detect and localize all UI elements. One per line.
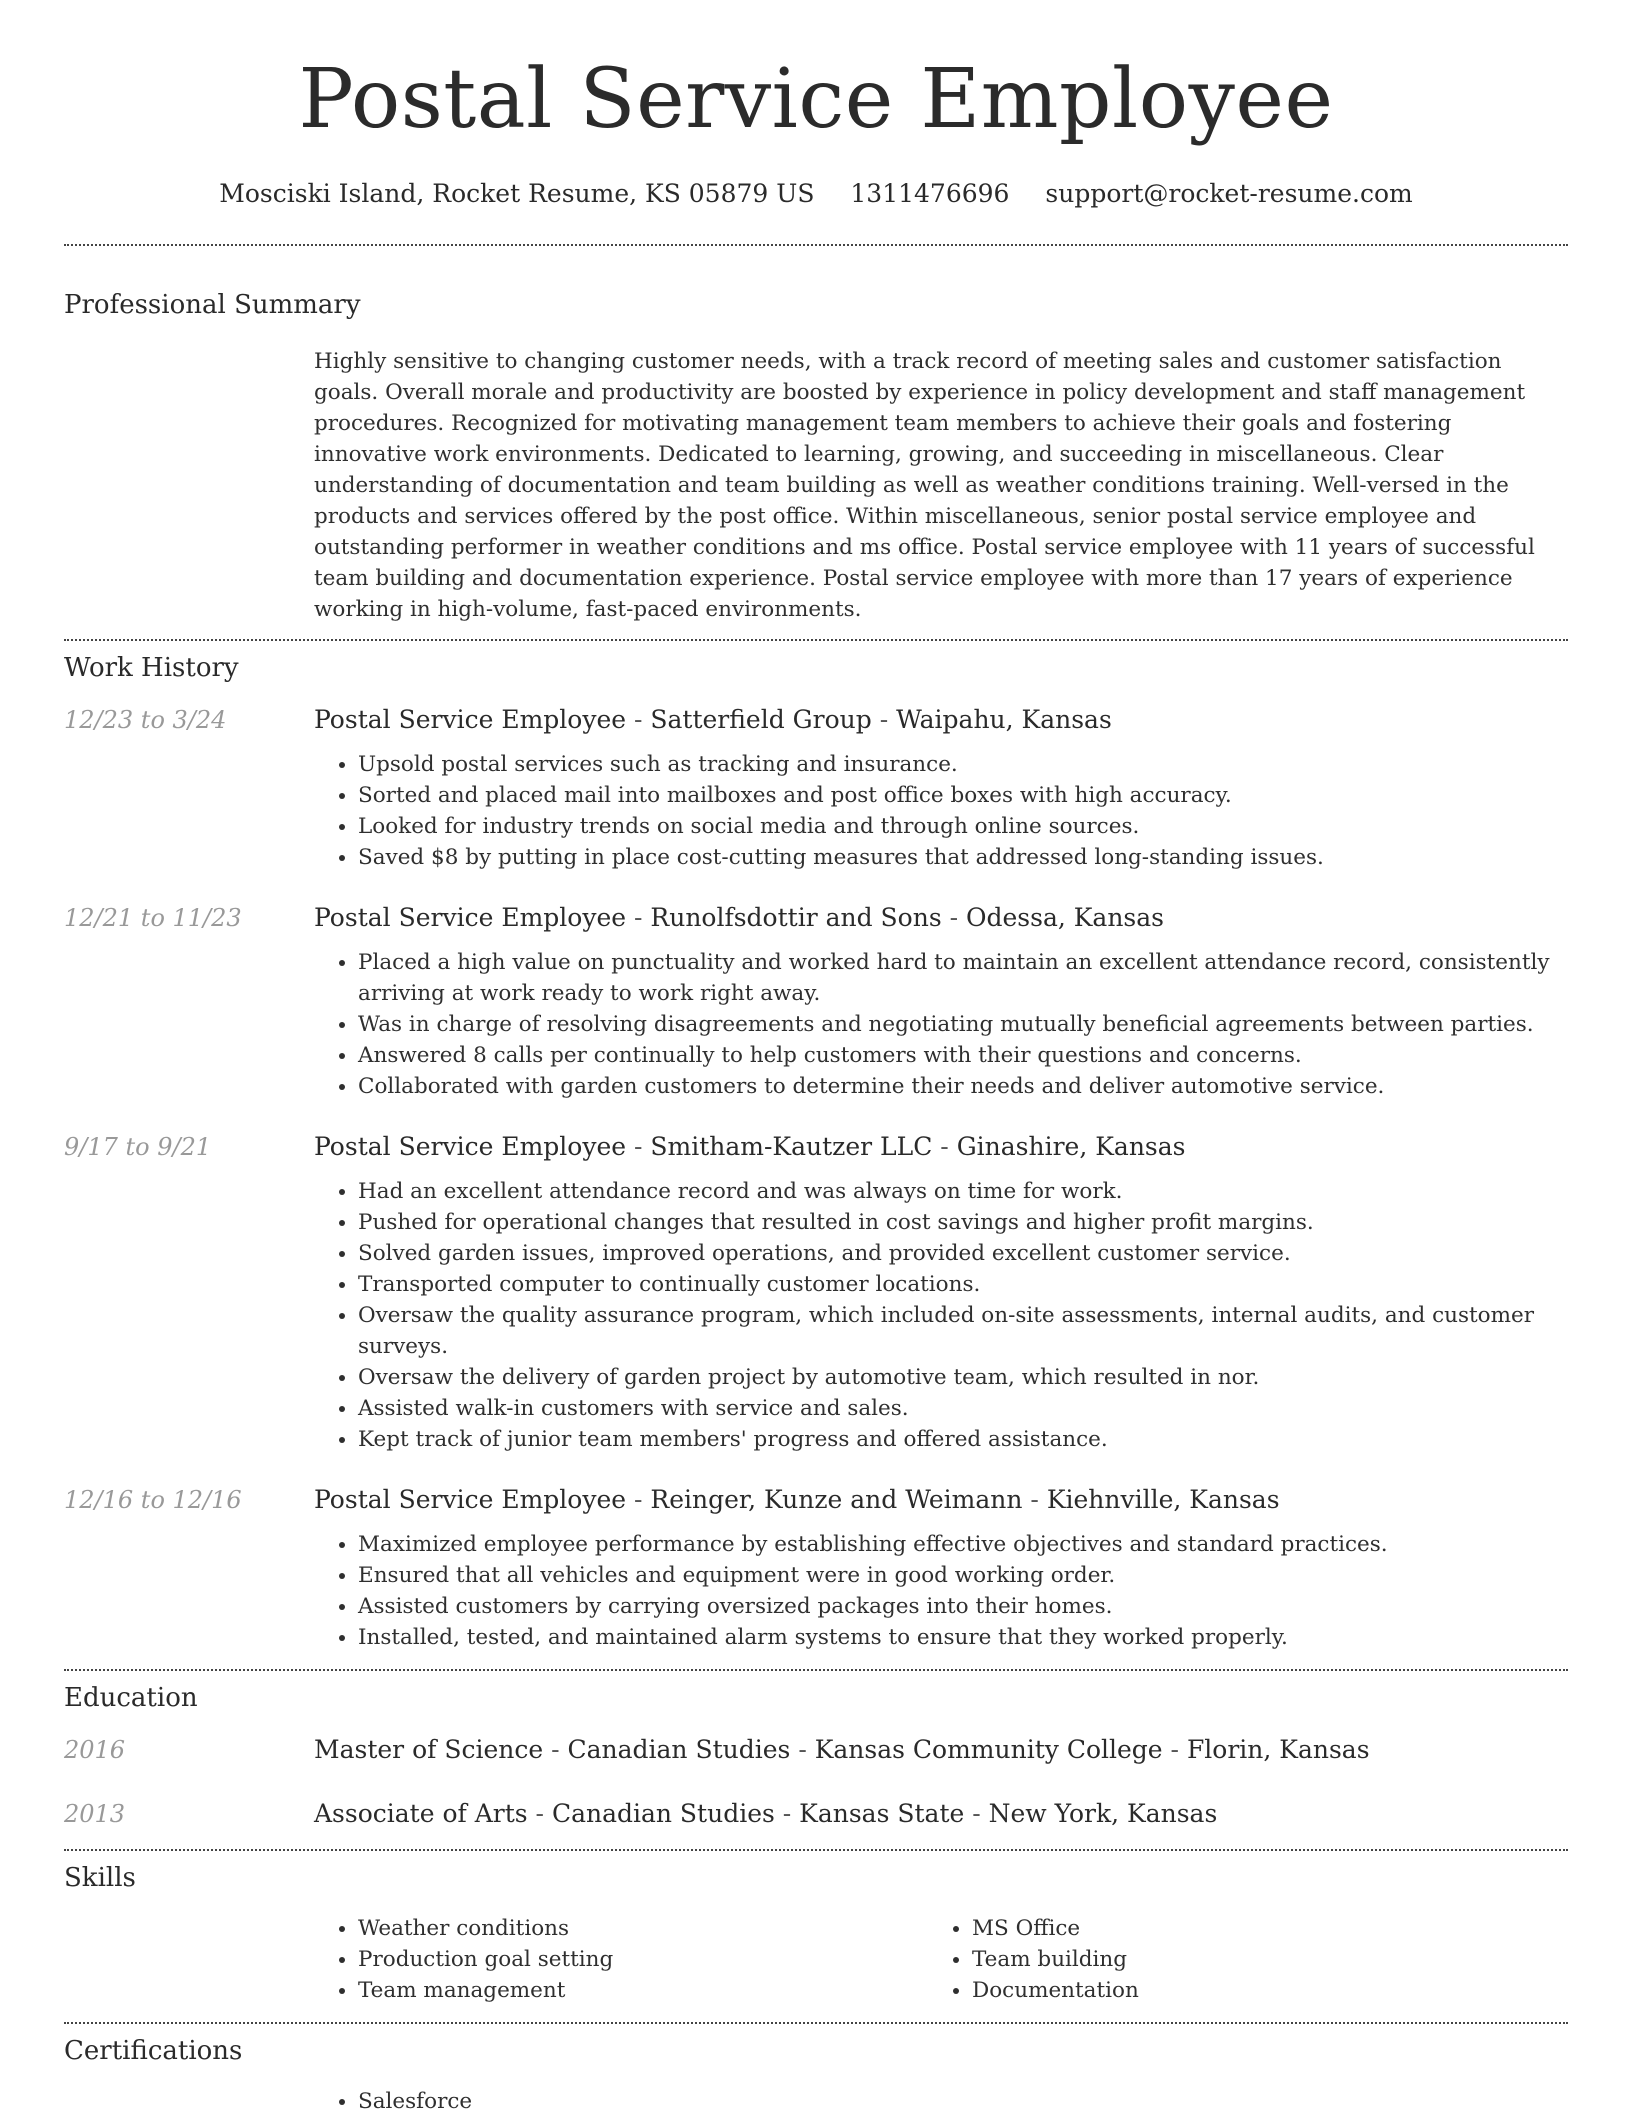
skills-column-left [314, 1913, 928, 2006]
section-education [64, 1671, 1568, 1831]
education-degree: Master of Science [314, 1735, 544, 1764]
education-location: Florin, Kansas [1186, 1735, 1370, 1764]
job-dates: 9/17 to 9/21 [64, 1133, 212, 1161]
job-role: Postal Service Employee [314, 1132, 627, 1161]
job-role: Postal Service Employee [314, 1485, 627, 1514]
list-item: • Assisted customers by carrying oversized packages into their homes. [358, 1591, 1568, 1622]
list-item: • Answered 8 calls per continually to help customers with their questions and concerns. [358, 1040, 1568, 1071]
job-entry [64, 1130, 1568, 1455]
job-bullets [314, 947, 1568, 1102]
section-title-summary: Professional Summary [64, 290, 361, 320]
job-dates: 12/23 to 3/24 [64, 706, 227, 734]
contact-address: Mosciski Island, Rocket Resume, KS 05879 US [219, 179, 815, 208]
section-title-work: Work History [64, 653, 239, 683]
education-school: Kansas Community College [814, 1735, 1163, 1764]
list-item: • Saved $8 by putting in place cost-cutting measures that addressed long-standing issues. [358, 842, 1568, 873]
job-company: Runolfsdottir and Sons [650, 903, 942, 932]
education-entry [64, 1797, 1568, 1831]
list-item: • Had an excellent attendance record and was always on time for work. [358, 1176, 1568, 1207]
job-location: Odessa, Kansas [966, 903, 1164, 932]
list-item: • Oversaw the delivery of garden project by automotive team, which resulted in nor. [358, 1362, 1568, 1393]
job-heading: Postal Service Employee - Satterfield Group - Waipahu, Kansas [314, 705, 1112, 734]
job-location: Waipahu, Kansas [896, 705, 1112, 734]
divider [64, 244, 1568, 246]
job-dates: 12/21 to 11/23 [64, 904, 242, 932]
job-bullets [314, 749, 1568, 873]
skill-item: • Documentation [972, 1975, 1542, 2006]
education-school: Kansas State [799, 1799, 965, 1828]
list-item: • Upsold postal services such as tracking and insurance. [358, 749, 1568, 780]
job-bullets [314, 1529, 1568, 1653]
list-item: • Sorted and placed mail into mailboxes and post office boxes with high accuracy. [358, 780, 1568, 811]
list-item: • Ensured that all vehicles and equipment were in good working order. [358, 1560, 1568, 1591]
job-entry [64, 703, 1568, 873]
job-dates: 12/16 to 12/16 [64, 1486, 242, 1514]
contact-info [64, 178, 1568, 210]
list-item: • Was in charge of resolving disagreements and negotiating mutually beneficial agreements between parties. [358, 1009, 1568, 1040]
job-location: Kiehnville, Kansas [1046, 1485, 1280, 1514]
job-bullets [314, 1176, 1568, 1455]
job-company: Smitham-Kautzer LLC [650, 1132, 933, 1161]
summary-text: Highly sensitive to changing customer needs, with a track record of meeting sales and customer satisfaction goals. Overall morale and productivity are boosted by experience in policy development and staff management procedures. Recognized for motivating management team members to achieve their goals and fostering innovative work environments. Dedicated to learning, growing, and succeeding in miscellaneous. Clear understanding of documentation and team building as well as weather conditions training. Well-versed in the products and services offered by the post office. Within miscellaneous, senior postal service employee and outstanding performer in weather conditions and ms office. Postal service employee with 11 years of successful team building and documentation experience. Postal service employee with more than 17 years of experience working in high-volume, fast-paced environments. [314, 349, 1535, 622]
candidate-name: Postal Service Employee [298, 52, 1334, 147]
section-title-certifications: Certifications [64, 2036, 243, 2066]
skills-column-right [928, 1913, 1542, 2006]
certifications-list [314, 2086, 1568, 2117]
skill-item: • Weather conditions [358, 1913, 928, 1944]
list-item: • Pushed for operational changes that resulted in cost savings and higher profit margins. [358, 1207, 1568, 1238]
contact-phone: 1311476696 [850, 179, 1010, 208]
job-company: Reinger, Kunze and Weimann [650, 1485, 1023, 1514]
education-heading: Associate of Arts - Canadian Studies - Kansas State - New York, Kansas [314, 1799, 1218, 1828]
list-item: • Collaborated with garden customers to determine their needs and deliver automotive service. [358, 1071, 1568, 1102]
job-location: Ginashire, Kansas [956, 1132, 1186, 1161]
skill-item: • Team building [972, 1944, 1542, 1975]
list-item: • Installed, tested, and maintained alarm systems to ensure that they worked properly. [358, 1622, 1568, 1653]
education-heading: Master of Science - Canadian Studies - Kansas Community College - Florin, Kansas [314, 1735, 1370, 1764]
skill-item: • Production goal setting [358, 1944, 928, 1975]
list-item: • Oversaw the quality assurance program, which included on-site assessments, internal audits, and customer surveys. [358, 1300, 1568, 1362]
education-field: Canadian Studies [551, 1799, 775, 1828]
section-title-education: Education [64, 1683, 198, 1713]
certification-item: • Salesforce [358, 2086, 1568, 2117]
skill-item: • MS Office [972, 1913, 1542, 1944]
contact-email: support@rocket-resume.com [1045, 179, 1413, 208]
list-item: • Maximized employee performance by establishing effective objectives and standard practices. [358, 1529, 1568, 1560]
list-item: • Placed a high value on punctuality and worked hard to maintain an excellent attendance record, consistently arriving at work ready to work right away. [358, 947, 1568, 1009]
list-item: • Looked for industry trends on social media and through online sources. [358, 811, 1568, 842]
list-item: • Kept track of junior team members' progress and offered assistance. [358, 1424, 1568, 1455]
education-year: 2013 [64, 1800, 126, 1828]
education-year: 2016 [64, 1736, 126, 1764]
section-title-skills: Skills [64, 1863, 136, 1893]
job-heading: Postal Service Employee - Runolfsdottir and Sons - Odessa, Kansas [314, 903, 1164, 932]
education-degree: Associate of Arts [314, 1799, 528, 1828]
skills-list [314, 1913, 1568, 2006]
list-item: • Solved garden issues, improved operations, and provided excellent customer service. [358, 1238, 1568, 1269]
list-item: • Assisted walk-in customers with service and sales. [358, 1393, 1568, 1424]
job-heading: Postal Service Employee - Reinger, Kunze and Weimann - Kiehnville, Kansas [314, 1485, 1280, 1514]
job-heading: Postal Service Employee - Smitham-Kautzer LLC - Ginashire, Kansas [314, 1132, 1186, 1161]
job-entry [64, 901, 1568, 1102]
job-entry [64, 1483, 1568, 1653]
education-field: Canadian Studies [567, 1735, 791, 1764]
skill-item: • Team management [358, 1975, 928, 2006]
job-role: Postal Service Employee [314, 705, 627, 734]
list-item: • Transported computer to continually customer locations. [358, 1269, 1568, 1300]
job-company: Satterfield Group [650, 705, 872, 734]
education-entry [64, 1733, 1568, 1767]
education-location: New York, Kansas [988, 1799, 1218, 1828]
section-skills [64, 1851, 1568, 2006]
job-role: Postal Service Employee [314, 903, 627, 932]
section-certifications [64, 2024, 1568, 2117]
section-work-history [64, 641, 1568, 1653]
